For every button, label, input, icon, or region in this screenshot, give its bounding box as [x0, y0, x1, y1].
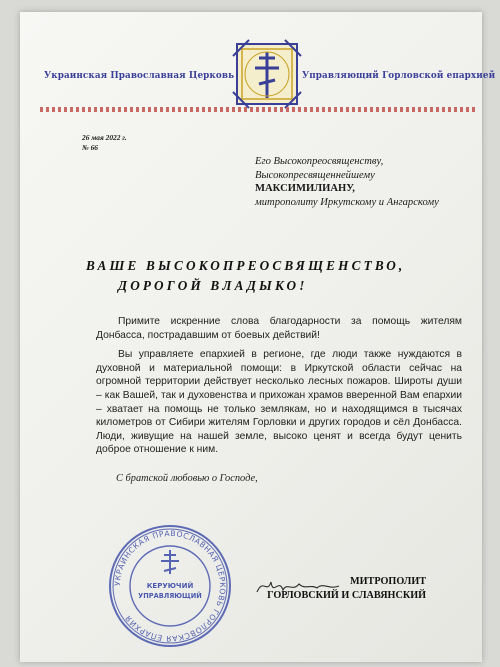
salutation-line-1: ВАШЕ ВЫСОКОПРЕОСВЯЩЕНСТВО,	[86, 258, 406, 273]
orthodox-cross-emblem-icon	[229, 36, 305, 112]
closing-line: С братской любовью о Господе,	[116, 473, 258, 484]
letter-page	[20, 12, 496, 662]
addressee-block	[255, 155, 485, 209]
letter-date-block	[82, 133, 127, 153]
signature-title-line-1: МИТРОПОЛИТ	[350, 576, 427, 587]
official-seal-stamp	[106, 522, 234, 650]
seal-ring-text: УКРАИНСКАЯ ПРАВОСЛАВНАЯ ЦЕРКОВЬ ГОРЛОВСКАЯ ЕПАРХИЯ	[112, 528, 228, 644]
letter-body	[96, 315, 462, 463]
addressee-name: МАКСИМИЛИАНУ,	[255, 183, 355, 195]
seal-center-line-2: УПРАВЛЯЮЩИЙ	[138, 592, 202, 600]
letter-number: № 66	[82, 143, 99, 152]
signature-block	[258, 575, 426, 603]
signature-title-line-2: ГОРЛОВСКИЙ И СЛАВЯНСКИЙ	[267, 590, 427, 601]
letter-date: 26 мая 2022 г.	[82, 133, 127, 142]
letterhead-left-title: Украинская Православная Церковь	[44, 71, 235, 81]
addressee-line-2: Высокопресвященнейшему	[255, 169, 375, 181]
seal-center-line-1: КЕРУЮЧИЙ	[146, 582, 194, 590]
body-paragraph-2: Вы управляете епархией в регионе, где люди также нуждаются в духовной и материальной помощи: в Иркутской области сейчас на огромной территории действует несколько лесных пожаров. Широты души – как Вашей, так и духовенства и прихожан храмов вверенной Вам епархии – хватает на помощь не только землякам, но и находящимся в тысячах километров от Сибири жителям Горловки и других городов и сёл Донбасса. Люди, живущие на нашей земле, высоко ценят и всегда будут ценить доброе отношение к ним.	[96, 349, 462, 456]
salutation	[86, 256, 466, 296]
salutation-line-2: ДОРОГОЙ ВЛАДЫКО!	[118, 278, 308, 293]
addressee-line-1: Его Высокопреосвященству,	[255, 156, 384, 167]
addressee-line-4: митрополиту Иркутскому и Ангарскому	[255, 196, 439, 208]
decorative-border	[40, 107, 476, 112]
body-paragraph-1: Примите искренние слова благодарности за помощь жителям Донбасса, пострадавшим от боевых действий!	[96, 316, 462, 341]
letterhead-right-title: Управляющий Горловской епархией	[302, 71, 496, 81]
